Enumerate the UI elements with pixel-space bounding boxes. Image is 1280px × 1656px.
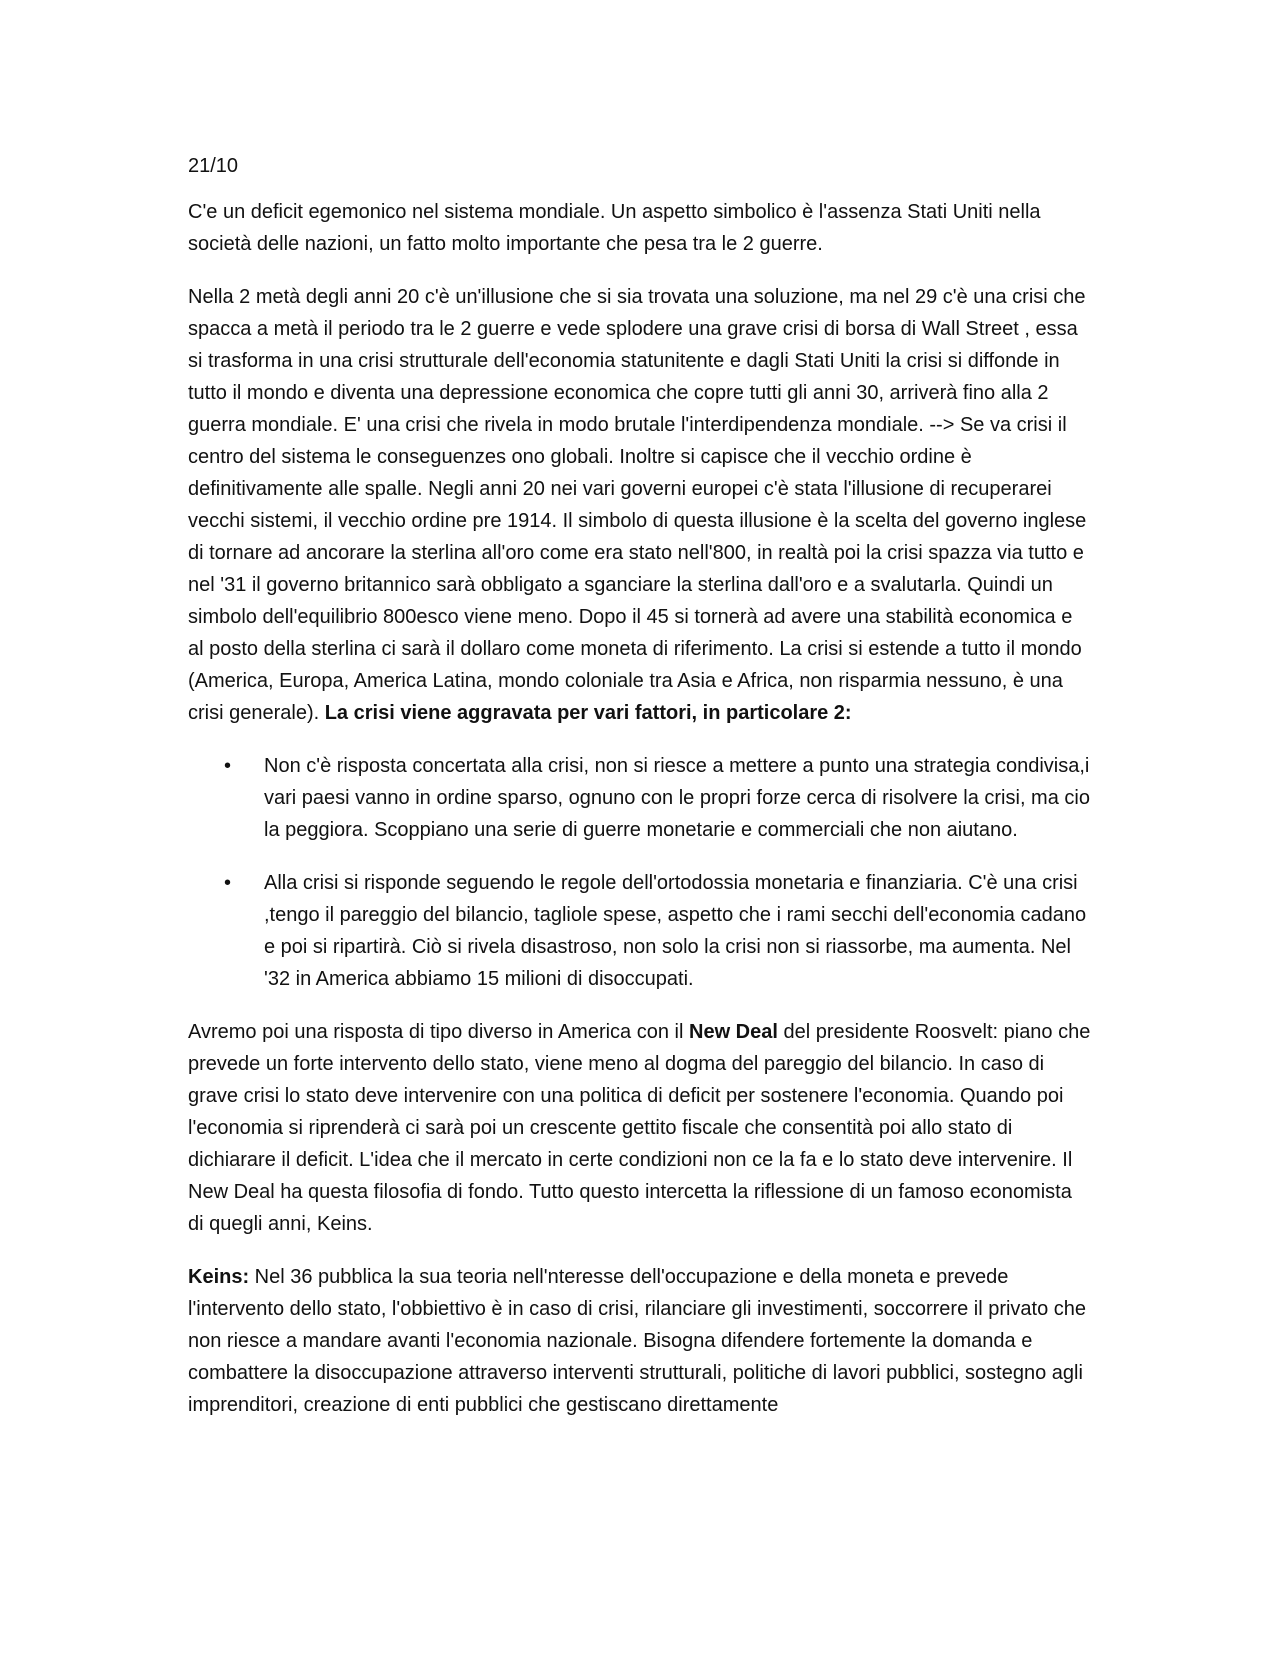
paragraph-keins-text: Nel 36 pubblica la sua teoria nell'nteresse dell'occupazione e della moneta e prevede l'intervento dello stato, l'obbiettivo è in caso di crisi, rilanciare gli investimenti, soccorrere il privato che non riesce a mandare avanti l'economia nazionale. Bisogna difendere fortemente la domanda e combattere la disoccupazione attraverso interventi strutturali, politiche di lavori pubblici, sostegno agli imprenditori, creazione di enti pubblici che gestiscano direttamente <box>188 1266 1087 1416</box>
paragraph-new-deal <box>188 1016 1092 1240</box>
paragraph-1929-crisis <box>188 281 1092 729</box>
list-item-text: Non c'è risposta concertata alla crisi, non si riesce a mettere a punto una strategia condivisa,i vari paesi vanno in ordine sparso, ognuno con le propri forze cerca di risolvere la crisi, ma cio la peggiora. Scoppiano una serie di guerre monetarie e commerciali che non aiutano. <box>264 755 1090 841</box>
new-deal-term: New Deal <box>689 1021 778 1043</box>
bullet-icon: • <box>224 755 232 777</box>
list-item <box>188 750 1092 846</box>
note-date: 21/10 <box>188 155 239 177</box>
list-item <box>188 867 1092 995</box>
crisis-factors-heading: La crisi viene aggravata per vari fattori, in particolare 2: <box>324 702 852 724</box>
list-item-text: Alla crisi si risponde seguendo le regole dell'ortodossia monetaria e finanziaria. C'è una crisi ,tengo il pareggio del bilancio, tagliole spese, aspetto che i rami secchi dell'economia cadano e poi si ripartirà. Ciò si rivela disastroso, non solo la crisi non si riassorbe, ma aumenta. Nel '32 in America abbiamo 15 milioni di disoccupati. <box>264 872 1087 990</box>
paragraph-hegemonic-deficit: C'e un deficit egemonico nel sistema mondiale. Un aspetto simbolico è l'assenza Stati Uniti nella società delle nazioni, un fatto molto importante che pesa tra le 2 guerre. <box>188 201 1041 255</box>
paragraph-keins <box>188 1261 1092 1421</box>
paragraph-1929-crisis-text: Nella 2 metà degli anni 20 c'è un'illusione che si sia trovata una soluzione, ma nel 29 c'è una crisi che spacca a metà il periodo tra le 2 guerre e vede splodere una grave crisi di borsa di Wall Street , essa si trasforma in una crisi strutturale dell'economia statunitente e dagli Stati Uniti la crisi si diffonde in tutto il mondo e diventa una depressione economica che copre tutti gli anni 30, arriverà fino alla 2 guerra mondiale. E' una crisi che rivela in modo brutale l'interdipendenza mondiale. --> Se va crisi il centro del sistema le conseguenzes ono globali. Inoltre si capisce che il vecchio ordine è definitivamente alle spalle. Negli anni 20 nei vari governi europei c'è stata l'illusione di recuperarei vecchi sistemi, il vecchio ordine pre 1914. Il simbolo di questa illusione è la scelta del governo inglese di tornare ad ancorare la sterlina all'oro come era stato nell'800, in realtà poi la crisi spazza via tutto e nel '31 il governo britannico sarà obbligato a sganciare la sterlina dall'oro e a svalutarla. Quindi un simbolo dell'equilibrio 800esco viene meno. Dopo il 45 si tornerà ad avere una stabilità economica e al posto della sterlina ci sarà il dollaro come moneta di riferimento. La crisi si estende a tutto il mondo (America, Europa, America Latina, mondo coloniale tra Asia e Africa, non risparmia nessuno, è una crisi generale). <box>188 286 1087 724</box>
document-page <box>188 150 1092 1442</box>
paragraph-new-deal-after: del presidente Roosvelt: piano che prevede un forte intervento dello stato, viene meno al dogma del pareggio del bilancio. In caso di grave crisi lo stato deve intervenire con una politica di deficit per sostenere l'economia. Quando poi l'economia si riprenderà ci sarà poi un crescente gettito fiscale che consentità poi allo stato di dichiarare il deficit. L'idea che il mercato in certe condizioni non ce la fa e lo stato deve intervenire. Il New Deal ha questa filosofia di fondo. Tutto questo intercetta la riflessione di un famoso economista di quegli anni, Keins. <box>188 1021 1091 1235</box>
crisis-factors-list <box>188 750 1092 995</box>
bullet-icon: • <box>224 872 232 894</box>
paragraph-new-deal-before: Avremo poi una risposta di tipo diverso in America con il <box>188 1021 689 1043</box>
keins-term: Keins: <box>188 1266 250 1288</box>
